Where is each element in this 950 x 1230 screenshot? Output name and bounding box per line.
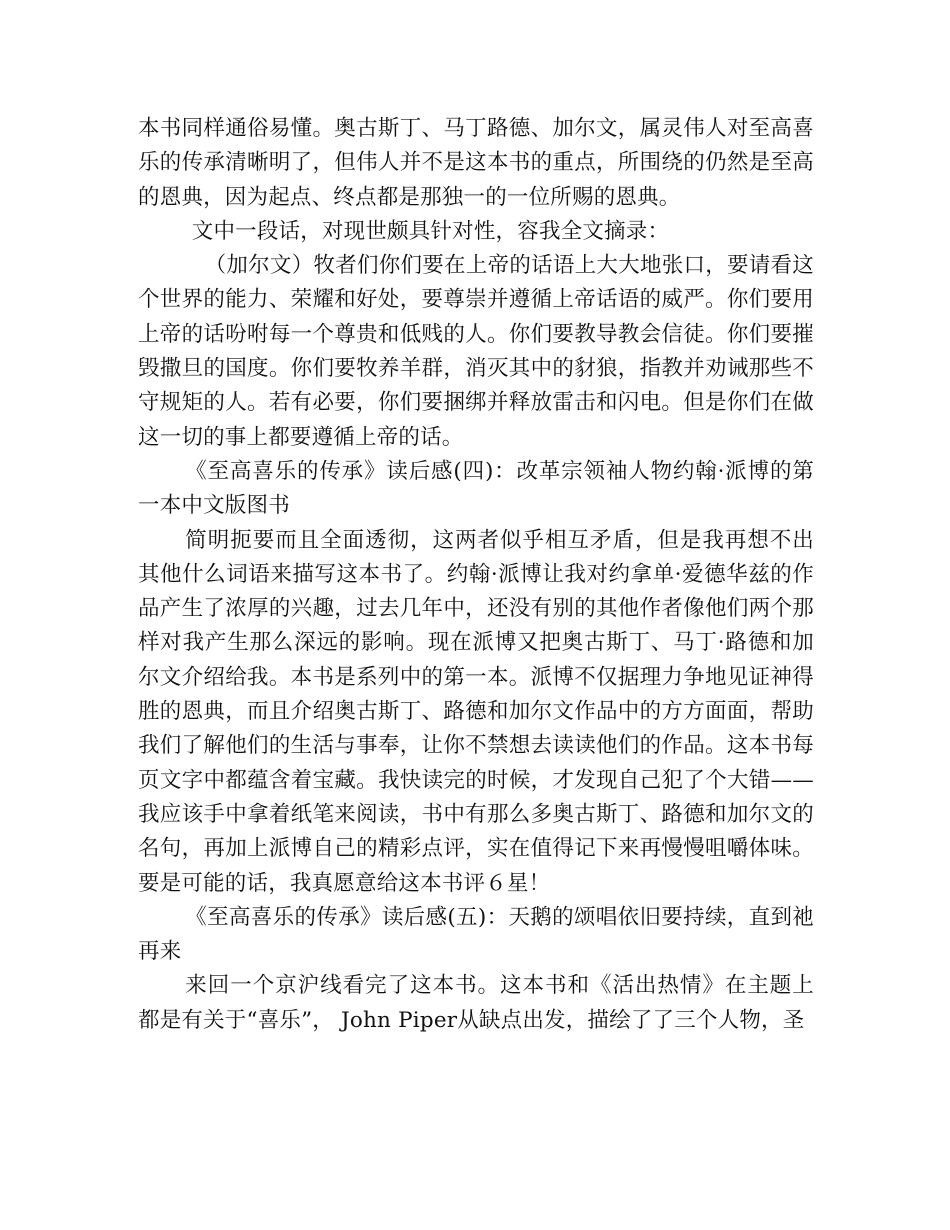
- paragraph-review-5: 来回一个京沪线看完了这本书。这本书和《活出热情》在主题上都是有关于“喜乐”， John Piper从缺点出发，描绘了了三个人物，圣: [138, 973, 814, 1033]
- paragraph-review-4: 简明扼要而且全面透彻，这两者似乎相互矛盾，但是我再想不出其他什么词语来描写这本书了。约翰·派博让我对约拿单·爱德华兹的作品产生了浓厚的兴趣，过去几年中，还没有别的其他作者像他们两个那样对我产生那么深远的影响。现在派博又把奥古斯丁、马丁·路德和加尔文介绍给我。本书是系列中的第一本。派博不仅据理力争地见证神得胜的恩典，而且介绍奥古斯丁、路德和加尔文作品中的方方面面，帮助我们了解他们的生活与事奉，让你不禁想去读读他们的作品。这本书每页文字中都蕴含着宝藏。我快读完的时候，才发现自己犯了个大错——我应该手中拿着纸笔来阅读，书中有那么多奥古斯丁、路德和加尔文的名句，再加上派博自己的精彩点评，实在值得记下来再慢慢咀嚼体味。要是可能的话，我真愿意给这本书评６星！: [138, 527, 814, 896]
- document-page: [138, 112, 814, 1038]
- paragraph-continuation: 本书同样通俗易懂。奥古斯丁、马丁路德、加尔文，属灵伟人对至高喜乐的传承清晰明了，但伟人并不是这本书的重点，所围绕的仍然是至高的恩典，因为起点、终点都是那独一的一位所赐的恩典。: [138, 116, 814, 210]
- section-heading-5: 《至高喜乐的传承》读后感(五)：天鹅的颂唱依旧要持续，直到祂再来: [138, 904, 814, 965]
- paragraph-calvin-quote: （加尔文）牧者们你们要在上帝的话语上大大地张口，要请看这个世界的能力、荣耀和好处，要尊崇并遵循上帝话语的威严。你们要用上帝的话吩咐每一个尊贵和低贱的人。你们要教导教会信徒。你们要摧毁撒旦的国度。你们要牧养羊群，消灭其中的豺狼，指教并劝诫那些不守规矩的人。若有必要，你们要捆绑并释放雷击和闪电。但是你们在做这一切的事上都要遵循上帝的话。: [138, 253, 814, 450]
- paragraph-intro-quote: 文中一段话，对现世颇具针对性，容我全文摘录：: [191, 218, 670, 244]
- section-heading-4: 《至高喜乐的传承》读后感(四)：改革宗领袖人物约翰·派博的第一本中文版图书: [138, 458, 814, 519]
